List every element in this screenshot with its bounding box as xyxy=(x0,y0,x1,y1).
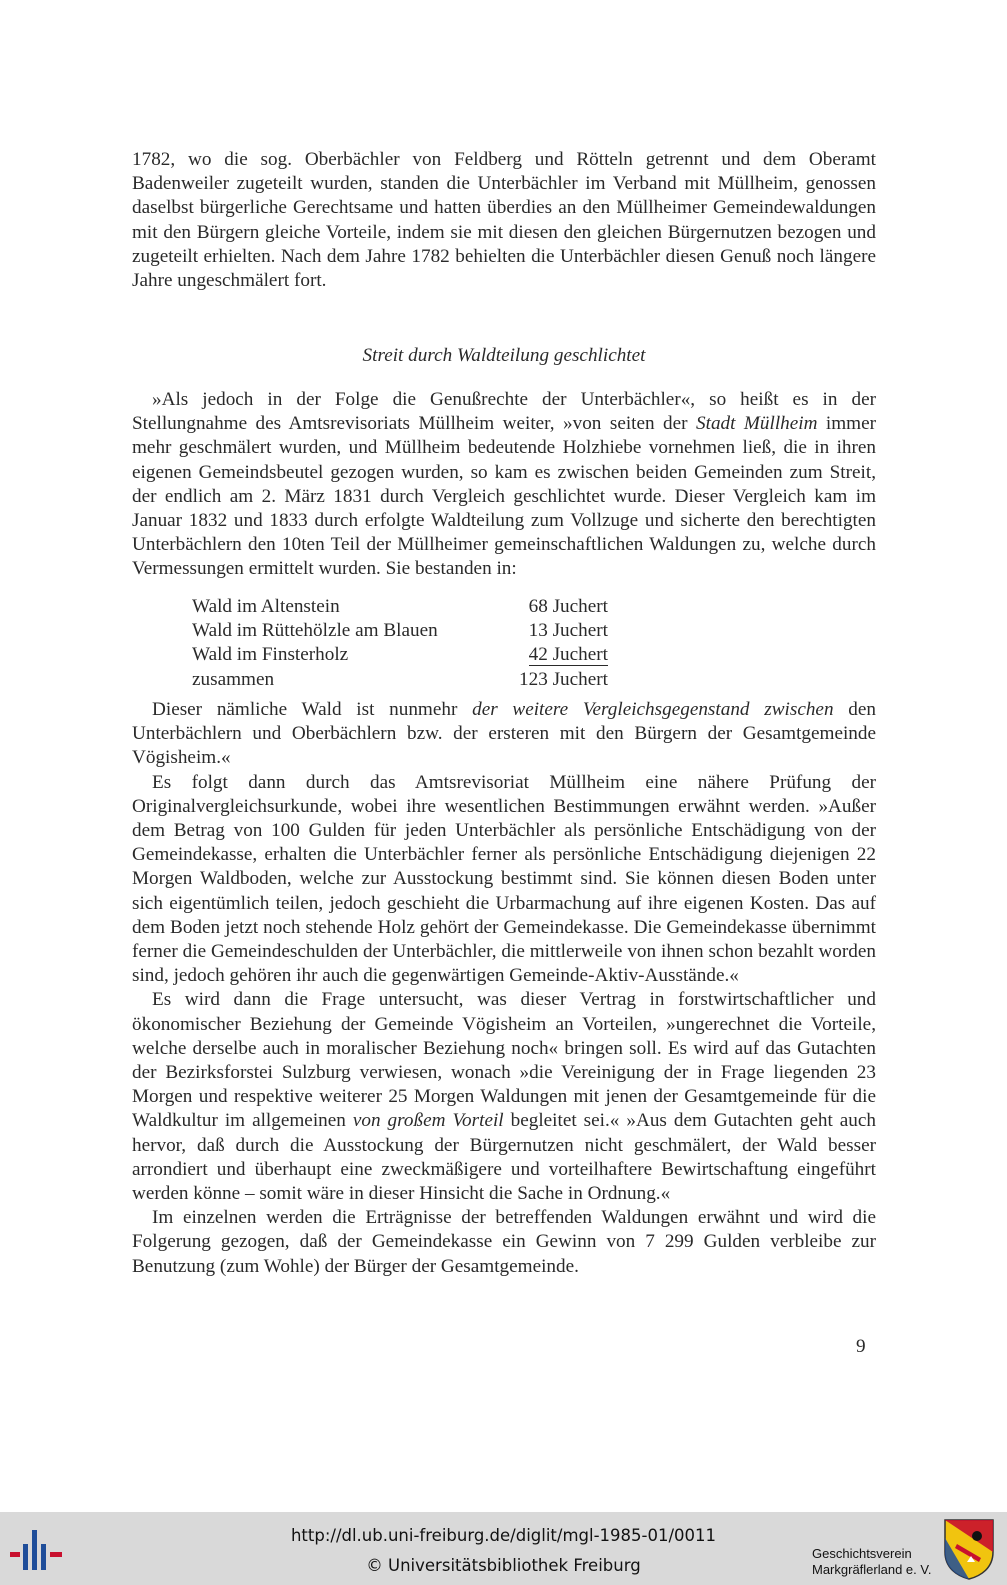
wood-name: Wald im Rüttehölzle am Blauen xyxy=(192,620,438,642)
coat-of-arms-icon[interactable] xyxy=(943,1518,995,1580)
page-number: 9 xyxy=(856,1336,866,1357)
body-paragraphs xyxy=(132,698,876,1279)
wood-quantity: 42 Juchert xyxy=(528,644,608,666)
wood-name: Wald im Finsterholz xyxy=(192,644,349,666)
wood-quantity: 68 Juchert xyxy=(528,596,608,617)
table-row xyxy=(192,595,608,619)
paragraph-1-emphasis: Stadt Müllheim xyxy=(696,413,818,435)
paragraph-3: Es folgt dann durch das Amtsrevisoriat Müllheim eine nähere Prüfung der Originalvergleichsurkunde, wobei ihre wesentlichen Bestimmungen erwähnt werden. »Außer dem Betrag von 100 Gulden für jeden Unterbächler als persönliche Entschädigung von der Gemeindekasse, erhalten die Unterbächler ferner als persönliche Entschädigung diejenigen 22 Morgen Waldboden, welche zur Ausstockung bestimmt sind. Sie können diesen Boden unter sich eigentümlich teilen, jedoch geschieht die Urbarmachung auf ihre eigenen Kosten. Das auf dem Boden jetzt noch stehende Holz gehört der Gemeindekasse. Die Gemeindekasse übernimmt ferner die Gemeindeschulden der Unterbächler, die mittlerweile von ihnen schon bezahlt worden sind, jedoch gehören ihr auch die gegenwärtigen Gemeinde-Aktiv-Ausstände.« xyxy=(132,771,876,987)
paragraph-4-emphasis: von großem Vorteil xyxy=(352,1110,504,1132)
intro-paragraph xyxy=(132,148,876,293)
woods-table xyxy=(192,595,608,692)
wood-total-label: zusammen xyxy=(192,668,275,690)
intro-text: 1782, wo die sog. Oberbächler von Feldberg und Rötteln getrennt und dem Oberamt Badenweiler zugeteilt wurden, standen die Unterbächler im Verband mit Müllheim, genossen daselbst bürgerliche Gerechtsame und hatten überdies an den Müllheimer Gemeindewaldungen mit den Bürgern gleiche Vorteile, indem sie mit diesen den gleichen Bürgernutzen bezogen und zugeteilt erhielten. Nach dem Jahre 1782 behielten die Unterbächler diesen Genuß noch längere Jahre ungeschmälert fort. xyxy=(132,149,876,292)
copyright-text: © Universitätsbibliothek Freiburg xyxy=(366,1556,641,1575)
section-heading: Streit durch Waldteilung geschlichtet xyxy=(362,345,646,366)
paragraph-4: Es wird dann die Frage untersucht, was dieser Vertrag in forstwirtschaftlicher und ökonomischer Beziehung der Gemeinde Vögisheim an Vorteilen, »ungerechnet die Vorteile, welche derselbe auch in moralischer Beziehung noch« bringen soll. Es wird auf das Gutachten der Bezirksforstei Sulzburg verwiesen, wonach »die Vereinigung der in Frage liegenden 23 Morgen und respektive weiterer 25 Morgen Waldungen mit jenen der Gesamtgemeinde für die Waldkultur im allgemeinen von großem Vorteil begleitet sei.« »Aus dem Gutachten geht auch hervor, daß durch die Ausstockung der Bürgernutzen nicht geschmälert, der Wald besser arrondiert und überhaupt eine zweckmäßigere und vorteilhaftere Bewirtschaftung eingeführt werden könne – somit wäre in dieser Hinsicht die Sache in Ordnung.« xyxy=(132,989,876,1205)
table-row xyxy=(192,619,608,643)
paragraph-2-emphasis: der weitere Vergleichsgegenstand zwischen xyxy=(472,699,834,720)
wood-name: Wald im Altenstein xyxy=(192,596,340,617)
wood-quantity: 13 Juchert xyxy=(528,620,608,642)
viewer-footer xyxy=(0,1512,1007,1585)
table-row xyxy=(192,643,608,667)
paragraph-5: Im einzelnen werden die Erträgnisse der betreffenden Waldungen erwähnt und wird die Folgerung gezogen, daß der Gemeindekasse ein Gewinn von 7 299 Gulden verbleibe zur Benutzung (zum Wohle) der Bürger der Gesamtgemeinde. xyxy=(132,1207,876,1277)
paragraph-1 xyxy=(132,388,876,582)
paragraph-1-text: »Als jedoch in der Folge die Genußrechte der Unterbächler«, so heißt es in der Stellungnahme des Amtsrevisoriats Müllheim weiter, »von seiten der Stadt Müllheim immer mehr geschmälert wurden, und Müllheim bedeutende Holzhiebe vornehmen ließ, die in ihren eigenen Gemeindsbeutel gezogen wurden, so kam es zwischen beiden Gemeinden zum Streit, der endlich am 2. März 1831 durch Vergleich geschlichtet wurde. Dieser Vergleich kam im Januar 1832 und 1833 durch erfolgte Waldteilung zum Vollzuge und sicherte den berechtigten Unterbächlern den 10ten Teil der Müllheimer gemeinschaftlichen Waldungen zu, welche durch Vermessungen ermittelt wurden. Sie bestanden in: xyxy=(132,389,876,580)
document-url-link[interactable]: http://dl.ub.uni-freiburg.de/diglit/mgl-1985-01/0011 xyxy=(290,1526,717,1545)
table-row-total xyxy=(192,668,608,692)
paragraph-2: Dieser nämliche Wald ist nunmehr der weitere Vergleichsgegenstand zwischen den Unterbächlern und Oberbächlern bzw. der ersteren mit den Bürgern der Gesamtgemeinde Vögisheim.« xyxy=(132,699,876,769)
wood-total-quantity: 123 Juchert xyxy=(519,668,608,690)
publisher-name: Geschichtsverein Markgräflerland e. V. xyxy=(812,1546,932,1577)
